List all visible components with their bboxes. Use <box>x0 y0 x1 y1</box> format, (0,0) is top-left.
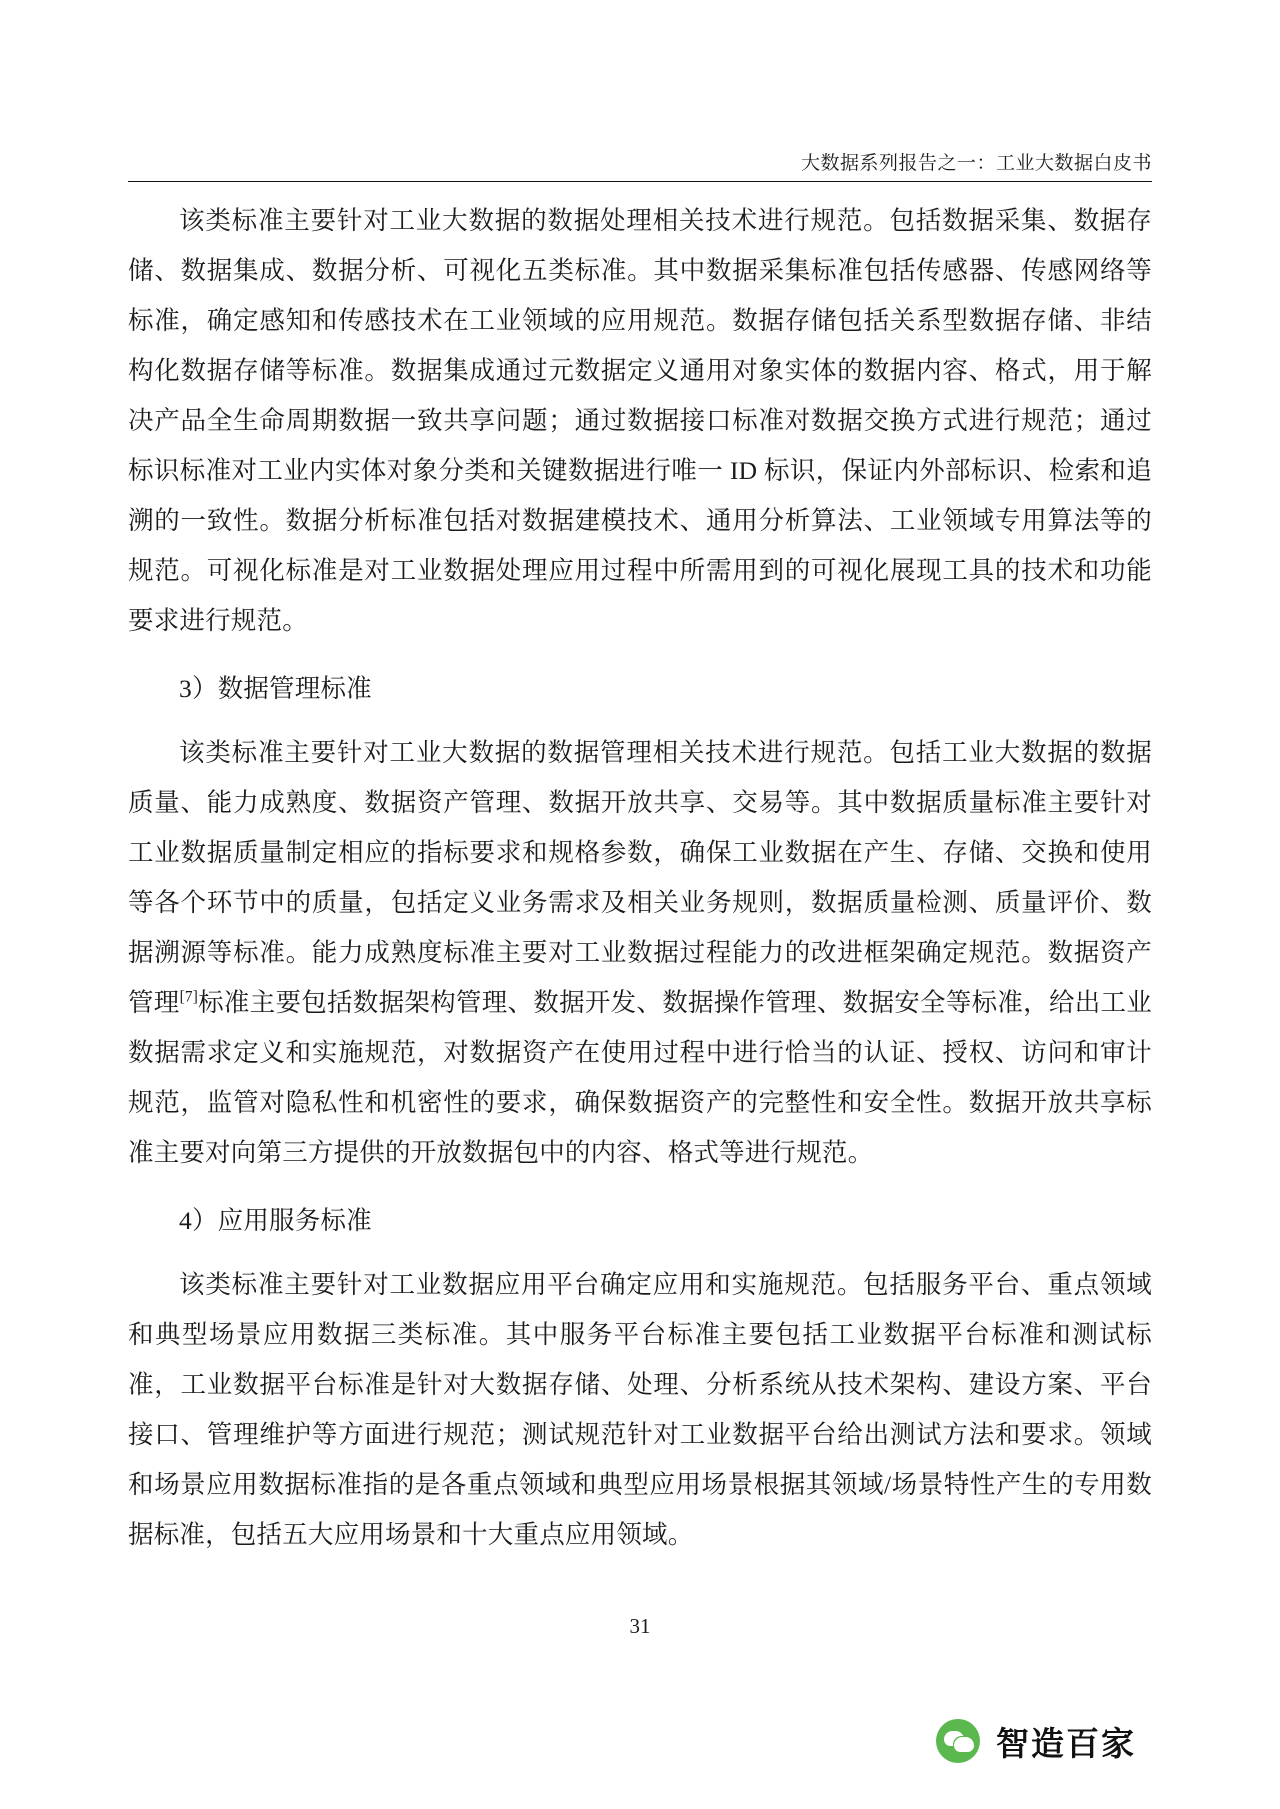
heading-data-management-standards: 3）数据管理标准 <box>179 674 372 703</box>
paragraph-data-management-standards <box>128 728 1152 1178</box>
watermark <box>922 1699 1252 1783</box>
page-content <box>128 0 1152 1809</box>
header-divider <box>128 181 1152 182</box>
body-text <box>128 196 1152 1574</box>
watermark-label: 智造百家 <box>996 1724 1136 1762</box>
page-number: 31 <box>629 1614 651 1638</box>
running-header: 大数据系列报告之一：工业大数据白皮书 <box>800 153 1152 174</box>
wechat-icon <box>936 1719 980 1763</box>
paragraph-application-service-standards: 该类标准主要针对工业数据应用平台确定应用和实施规范。包括服务平台、重点领域和典型场景应用数据三类标准。其中服务平台标准主要包括工业数据平台标准和测试标准，工业数据平台标准是针对大数据存储、处理、分析系统从技术架构、建设方案、平台接口、管理维护等方面进行规范；测试规范针对工业数据平台给出测试方法和要求。领域和场景应用数据标准指的是各重点领域和典型应用场景根据其领域/场景特性产生的专用数据标准，包括五大应用场景和十大重点应用领域。 <box>128 1270 1152 1549</box>
footnote-marker: [7] <box>179 988 199 1006</box>
heading-application-service-standards: 4）应用服务标准 <box>179 1206 372 1235</box>
paragraph-data-processing-standards: 该类标准主要针对工业大数据的数据处理相关技术进行规范。包括数据采集、数据存储、数据集成、数据分析、可视化五类标准。其中数据采集标准包括传感器、传感网络等标准，确定感知和传感技术在工业领域的应用规范。数据存储包括关系型数据存储、非结构化数据存储等标准。数据集成通过元数据定义通用对象实体的数据内容、格式，用于解决产品全生命周期数据一致共享问题；通过数据接口标准对数据交换方式进行规范；通过标识标准对工业内实体对象分类和关键数据进行唯一 ID 标识，保证内外部标识、检索和追溯的一致性。数据分析标准包括对数据建模技术、通用分析算法、工业领域专用算法等的规范。可视化标准是对工业数据处理应用过程中所需用到的可视化展现工具的技术和功能要求进行规范。 <box>128 206 1152 635</box>
paragraph-text-after-footnote: 标准主要包括数据架构管理、数据开发、数据操作管理、数据安全等标准，给出工业数据需求定义和实施规范，对数据资产在使用过程中进行恰当的认证、授权、访问和审计规范，监管对隐私性和机密性的要求，确保数据资产的完整性和安全性。数据开放共享标准主要对向第三方提供的开放数据包中的内容、格式等进行规范。 <box>128 988 1153 1167</box>
paragraph-text-before-footnote: 该类标准主要针对工业大数据的数据管理相关技术进行规范。包括工业大数据的数据质量、能力成熟度、数据资产管理、数据开放共享、交易等。其中数据质量标准主要针对工业数据质量制定相应的指标要求和规格参数，确保工业数据在产生、存储、交换和使用等各个环节中的质量，包括定义业务需求及相关业务规则，数据质量检测、质量评价、数据溯源等标准。能力成熟度标准主要对工业数据过程能力的改进框架确定规范。数据资产管理 <box>128 738 1152 1017</box>
